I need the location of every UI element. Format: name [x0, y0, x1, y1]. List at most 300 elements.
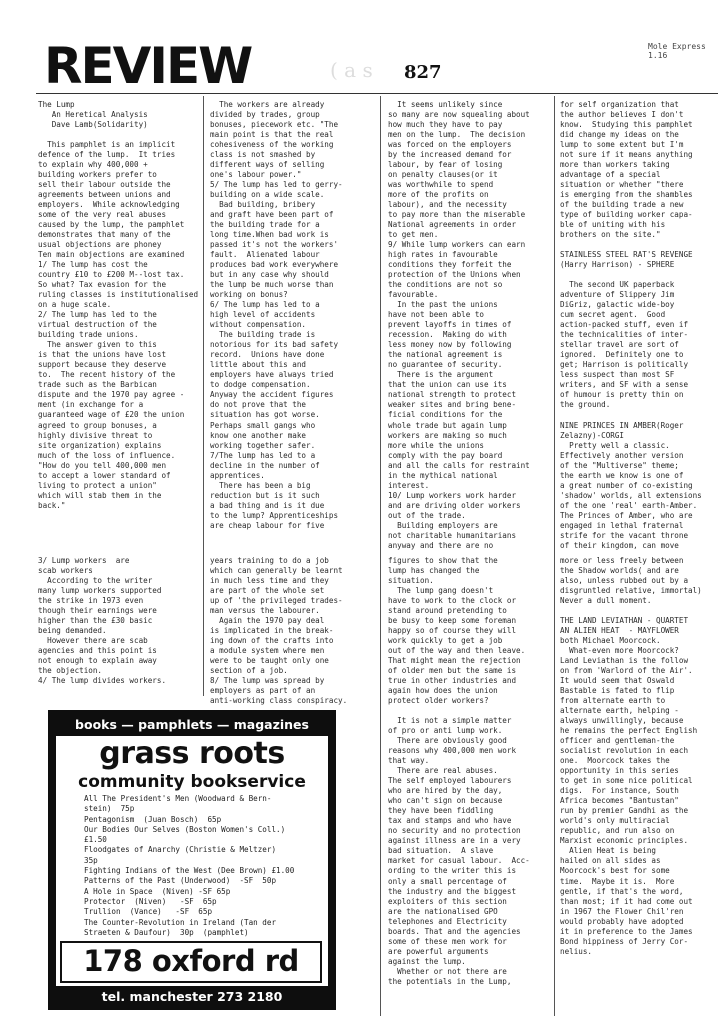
text-line: bad situation. A slave	[388, 846, 494, 856]
text-line: and are driving older workers	[388, 500, 521, 510]
text-line: for self organization that	[560, 100, 679, 109]
text-line: to pay more than the miserable	[388, 210, 526, 220]
text-line: caused by the lump, the pamphlet	[38, 220, 185, 230]
column-4-bottom	[560, 556, 722, 957]
text-line: know one another make	[210, 430, 307, 440]
text-line: usual objections are phoney	[38, 240, 162, 250]
text-line: weaker sites and bring bene-	[388, 400, 517, 410]
text-line: 35p	[84, 855, 98, 865]
text-line: socialist revolution in each	[560, 746, 689, 756]
text-line: to explain why 400,000 +	[38, 160, 148, 170]
text-line	[560, 410, 722, 420]
text-line: have not been able to	[388, 310, 485, 320]
text-line: long time.When bad work is	[210, 230, 329, 240]
text-line: out of the trade.	[388, 510, 466, 520]
text-line: the lump be much worse than	[210, 280, 334, 290]
text-line: is that the unions have lost	[38, 350, 167, 360]
text-line: run by premier Gandhi as the	[560, 806, 689, 816]
text-line: less suspect than most SF	[560, 370, 675, 380]
text-line: a great number of co-existing	[560, 480, 693, 490]
text-line: opportunity in this series	[560, 766, 679, 776]
text-line: lump has changed the	[388, 566, 480, 576]
text-line: STAINLESS STEEL RAT'S REVENGE	[560, 250, 693, 260]
text-line: 3/ Lump workers are	[38, 556, 130, 565]
text-line: conditions they forfeit the	[388, 260, 512, 270]
text-line: back."	[38, 500, 66, 510]
text-line: NINE PRINCES IN AMBER(Roger	[560, 420, 684, 430]
text-line: 5/ The lump has led to gerry-	[210, 180, 343, 190]
text-line: Fighting Indians of the West (Dee Brown) £1.00	[84, 866, 295, 876]
text-line: is emerging from the shambles	[560, 190, 693, 200]
text-line: The self employed labourers	[388, 776, 512, 786]
text-line: Effectively another version	[560, 450, 684, 460]
column-2-top	[210, 100, 370, 531]
text-line: who can't sign on because	[388, 796, 503, 806]
text-line: That might mean the rejection	[388, 656, 521, 666]
text-line: employers as part of an	[210, 686, 316, 696]
text-line: ing down of the crafts into	[210, 636, 334, 646]
text-line: scab workers	[38, 566, 93, 576]
text-line: prevent layoffs in times of	[388, 320, 512, 330]
text-line: anti-working class conspiracy.	[210, 696, 348, 706]
text-line: Ten main objections are examined	[38, 250, 185, 260]
text-line: The Lump	[38, 100, 75, 109]
text-line: recession. Making do with	[388, 330, 507, 340]
text-line: agreed to group bonuses, a	[38, 420, 157, 430]
text-line: DiGriz, galactic wide-boy	[560, 300, 675, 310]
text-line: 7/The lump has led to a	[210, 450, 316, 460]
text-line: have to work to the clock or	[388, 596, 517, 606]
text-line: Whether or not there are	[388, 966, 507, 976]
text-line: true in other industries and	[388, 676, 517, 686]
text-line: world's only multiracial	[560, 816, 670, 826]
text-line: would probably have adopted	[560, 916, 684, 926]
text-line: A Hole in Space (Niven) -SF 65p	[84, 886, 231, 896]
text-line: cohesiveness of the working	[210, 140, 334, 150]
text-line: Anyway the accident figures	[210, 390, 334, 400]
text-line: engaged in lethal fraternal	[560, 520, 684, 530]
text-line: tax and stamps and who have	[388, 816, 512, 826]
text-line: protect older workers?	[388, 696, 489, 706]
text-line: £1.50	[84, 835, 107, 845]
text-line: guaranteed wage of £20 the union	[38, 410, 185, 420]
text-line: situation or whether "there	[560, 180, 684, 190]
text-line: officer and gentleman-the	[560, 736, 675, 746]
text-line: advantage of a special	[560, 170, 661, 180]
text-line: of the "Multiverse" theme;	[560, 460, 679, 470]
text-line: exploiters of this section	[388, 896, 507, 906]
text-line: 2/ The lump has led to the	[38, 310, 157, 320]
text-line: defence of the lump. It tries	[38, 150, 176, 160]
text-line: Bad building, bribery	[210, 200, 316, 210]
text-line: against illness are in a very	[388, 836, 521, 846]
text-line: high rates in favourable	[388, 250, 498, 260]
text-line: apprentices.	[210, 470, 265, 480]
text-line	[560, 270, 722, 280]
text-line: This pamphlet is an implicit	[38, 140, 176, 150]
text-line: the technicalities of inter-	[560, 330, 689, 340]
text-line: There are real abuses.	[388, 766, 498, 776]
faint-stamp: ( a s	[330, 58, 373, 82]
text-line: It is not a simple matter	[388, 716, 512, 726]
masthead-title: REVIEW	[44, 37, 252, 95]
text-line: Africa becomes "Bantustan"	[560, 796, 679, 806]
text-line: both Michael Moorcock.	[560, 636, 661, 646]
text-line: without compensation.	[210, 320, 307, 330]
text-line: different ways of selling	[210, 160, 325, 170]
text-line: are cheap labour for five	[210, 520, 325, 530]
text-line: Perhaps small gangs who	[210, 420, 316, 430]
text-line: The lump gang doesn't	[388, 586, 494, 596]
text-line: were to be taught only one	[210, 656, 329, 666]
text-line: It would seem that Oswald	[560, 676, 675, 686]
text-line: 10/ Lump workers work harder	[388, 490, 517, 500]
text-line: on a huge scale.	[38, 300, 112, 310]
text-line: are part of the whole set	[210, 586, 325, 596]
text-line: a module system where men	[210, 646, 325, 656]
text-line: did change my ideas on the	[560, 130, 679, 140]
text-line: Alien Heat is being	[560, 846, 657, 856]
header-rule	[36, 93, 718, 94]
text-line: not charitable humanitarians	[388, 530, 517, 540]
column-1-top	[38, 100, 198, 511]
text-line: more of the profits on	[388, 190, 489, 200]
text-line: virtual destruction of the	[38, 320, 157, 330]
text-line: labour), and the necessity	[388, 200, 507, 210]
text-line: The Counter-Revolution in Ireland (Tan der	[84, 917, 277, 927]
text-line: on penalty clauses(or it	[388, 170, 498, 180]
text-line: more than workers taking	[560, 160, 670, 170]
text-line: living to protect a union"	[38, 480, 157, 490]
text-line: The Princes of Amber, who are	[560, 510, 693, 520]
text-line: anyway and there are no	[388, 540, 494, 550]
text-line: The second UK paperback	[560, 280, 675, 290]
text-line	[560, 240, 722, 250]
text-line: to get in some nice political	[560, 776, 693, 786]
column-divider-2	[380, 96, 381, 1016]
text-line: Trullion (Vance) -SF 65p	[84, 907, 213, 917]
text-line: There are obviously good	[388, 736, 507, 746]
text-line: are the nationalised GPO	[388, 906, 498, 916]
advert-address: 178 oxford rd	[60, 941, 322, 983]
text-line: know. Studying this pamphlet	[560, 120, 693, 130]
text-line: is implicated in the break-	[210, 626, 334, 636]
text-line: the Shadow worlds( and are	[560, 566, 679, 576]
text-line: ording to the writer this is	[388, 866, 517, 876]
text-line: It seems unlikely since	[388, 100, 503, 109]
text-line: reduction but is it such	[210, 490, 320, 500]
text-line: An Heretical Analysis	[38, 110, 148, 120]
text-line: the author believes I don't	[560, 110, 684, 120]
text-line: demonstrates that many of the	[38, 230, 171, 240]
text-line: stein) 75p	[84, 804, 135, 814]
text-line: always unwillingly, because	[560, 716, 684, 726]
text-line: strife for the vacant throne	[560, 530, 689, 540]
text-line: how much they have to pay	[388, 120, 503, 130]
text-line: also, unless rubbed out by a	[560, 576, 689, 586]
text-line: out of the way and then leave.	[388, 646, 526, 656]
text-line: which will stab them in the	[38, 490, 162, 500]
review-masthead	[44, 37, 252, 95]
text-line: being demanded.	[38, 626, 107, 636]
text-line: up of 'the privileged trades-	[210, 596, 343, 606]
text-line: However there are scab	[38, 636, 148, 646]
text-line	[560, 606, 722, 616]
text-line: alternate earth, helping -	[560, 706, 679, 716]
text-line: 'shadow' worlds, all extensions	[560, 490, 702, 500]
text-line: sell their labour outside the	[38, 180, 171, 190]
text-line: Pentagonism (Juan Bosch) 65p	[84, 814, 222, 824]
text-line: to. The recent history of the	[38, 370, 176, 380]
text-line: one's labour power."	[210, 170, 302, 180]
text-line: no guarantee of security.	[388, 360, 503, 370]
text-line: less money now by following	[388, 340, 512, 350]
text-line: was worthwhile to spend	[388, 180, 494, 190]
advert-subtitle: community bookservice	[78, 772, 306, 792]
text-line: boards. That and the agencies	[388, 926, 521, 936]
text-line: ble of uniting with his	[560, 220, 666, 230]
text-line: Dave Lamb(Solidarity)	[38, 120, 148, 130]
text-line: of the building trade a new	[560, 200, 684, 210]
text-line: passed it's not the workers'	[210, 240, 339, 250]
text-line: 8/ The lump was spread by	[210, 676, 325, 686]
text-line: situation has got worse.	[210, 410, 320, 420]
text-line: main point is that the real	[210, 130, 334, 140]
text-line: of older men but the same is	[388, 666, 517, 676]
text-line: to accept a lower standard of	[38, 470, 171, 480]
text-line: adventure of Slippery Jim	[560, 290, 675, 300]
text-line: fault. Alienated labour	[210, 250, 320, 260]
column-3-top	[388, 100, 552, 551]
text-line: the building trade for a	[210, 220, 320, 230]
advert-panel	[56, 736, 328, 986]
text-line: not enough to explain away	[38, 656, 157, 666]
text-line: comply with the pay board	[388, 450, 503, 460]
issue-label: Mole Express 1.16	[648, 42, 706, 60]
text-line: some of the very real abuses	[38, 210, 167, 220]
text-line: and all the calls for restraint	[388, 460, 530, 470]
text-line: Marxist economic principles.	[560, 836, 689, 846]
text-line: Bastable is fated to flip	[560, 686, 675, 696]
text-line: writers, and SF with a sense	[560, 380, 689, 390]
text-line: more or less freely between	[560, 556, 684, 565]
text-line: the national agreement is	[388, 350, 503, 360]
text-line: not sure if it means anything	[560, 150, 693, 160]
text-line: the earth we know is one of	[560, 470, 684, 480]
text-line: of the one 'real' earth-Amber.	[560, 500, 698, 510]
text-line: the industry and the biggest	[388, 886, 517, 896]
text-line: to dodge compensation.	[210, 380, 311, 390]
text-line: country £10 to £200 M--lost tax.	[38, 270, 185, 280]
text-line: Building employers are	[388, 520, 498, 530]
text-line: Again the 1970 pay deal	[210, 616, 325, 626]
text-line: by the increased demand for	[388, 150, 512, 160]
text-line: National agreements in order	[388, 220, 517, 230]
text-line: action-packed stuff, even if	[560, 320, 689, 330]
text-line: class is not smashed by	[210, 150, 316, 160]
text-line: they have been fiddling	[388, 806, 494, 816]
text-line: that the union can use its	[388, 380, 507, 390]
text-line: the ground.	[560, 400, 611, 410]
text-line: employers. While acknowledging	[38, 200, 180, 210]
text-line: Straeten & Daufour) 30p (pamphlet)	[84, 927, 249, 937]
text-line: happy so of course they will	[388, 626, 517, 636]
text-line: higher than the £30 basic	[38, 616, 153, 626]
text-line: disgruntled relative, immortal)	[560, 586, 702, 596]
text-line: reasons why 400,000 men work	[388, 746, 517, 756]
text-line: ment (in exchange for a	[38, 400, 144, 410]
text-line: republic, and run also on	[560, 826, 675, 836]
text-line: and graft have been part of	[210, 210, 334, 220]
text-line: The answer given to this	[38, 340, 157, 350]
text-line: working together safer.	[210, 440, 316, 450]
text-line: one. Moorcock takes the	[560, 756, 670, 766]
text-line: building workers prefer to	[38, 170, 157, 180]
text-line: years training to do a job	[210, 556, 329, 565]
text-line: site organization) explains	[38, 440, 162, 450]
text-line: decline in the number of	[210, 460, 320, 470]
text-line: So what? Tax evasion for the	[38, 280, 167, 290]
text-line: situation.	[388, 576, 434, 586]
text-line: to the lump? Apprenticeships	[210, 510, 339, 520]
text-line: Never a dull moment.	[560, 596, 652, 606]
text-line: bonuses, piecework etc. "The	[210, 120, 339, 130]
text-line: which can generally be learnt	[210, 566, 343, 576]
column-3-bottom	[388, 556, 552, 987]
text-line: Moorcock's best for some	[560, 866, 670, 876]
text-line: Land Leviathan is the follow	[560, 656, 689, 666]
text-line: be busy to keep some foreman	[388, 616, 517, 626]
text-line: so many are now squealing about	[388, 110, 530, 120]
text-line: highly divisive threat to	[38, 430, 153, 440]
text-line: whole trade but again lump	[388, 420, 507, 430]
advert-banner: books — pamphlets — magazines	[75, 717, 309, 732]
text-line: favourable.	[388, 290, 439, 300]
text-line: type of building worker capa-	[560, 210, 693, 220]
text-line: agreements between unions and	[38, 190, 171, 200]
text-line: time. Maybe it is. More	[560, 876, 675, 886]
text-line: again how does the union	[388, 686, 498, 696]
text-line: ficial conditions for the	[388, 410, 503, 420]
text-line: employers have always tried	[210, 370, 334, 380]
text-line: The workers are already	[210, 100, 325, 109]
text-line: national strength to protect	[388, 390, 517, 400]
text-line: building on a wide scale.	[210, 190, 325, 200]
text-line: on from 'Warlord of the Air'.	[560, 666, 693, 676]
text-line: notorious for its bad safety	[210, 340, 339, 350]
text-line: (Harry Harrison) - SPHERE	[560, 260, 675, 270]
text-line	[38, 130, 198, 140]
text-line: section of a job.	[210, 666, 288, 676]
text-line: interest.	[388, 480, 430, 490]
text-line: who are hired by the day,	[388, 786, 503, 796]
text-line: Our Bodies Our Selves (Boston Women's Coll.)	[84, 824, 286, 834]
grass-roots-advert	[48, 710, 336, 1010]
text-line: Zelazny)-CORGI	[560, 430, 625, 440]
text-line: many lump workers supported	[38, 586, 162, 596]
text-line: Bond hippiness of Jerry Cor-	[560, 936, 689, 946]
text-line: There is the argument	[388, 370, 494, 380]
text-line: in much less time and they	[210, 576, 329, 586]
text-line: telephones and Electricity	[388, 916, 507, 926]
text-line: Protector (Niven) -SF 65p	[84, 896, 217, 906]
column-1-bottom	[38, 556, 198, 686]
column-4-top	[560, 100, 722, 551]
text-line: a bad thing and is it due	[210, 500, 325, 510]
text-line: the strike in 1973 even	[38, 596, 144, 606]
text-line: little about this and	[210, 360, 307, 370]
text-line: it in preference to the James	[560, 926, 693, 936]
text-line: market for casual labour. Acc-	[388, 856, 530, 866]
advert-title: grass roots	[99, 736, 285, 771]
text-line: from alternate earth to	[560, 696, 666, 706]
text-line: 4/ The lump divides workers.	[38, 676, 167, 686]
text-line: working on bonus?	[210, 290, 288, 300]
text-line: men on the lump. The decision	[388, 130, 526, 140]
text-line: get; Harrison is politically	[560, 360, 689, 370]
text-line	[388, 706, 552, 716]
text-line: agencies and this point is	[38, 646, 157, 656]
text-line: support because they deserve	[38, 360, 167, 370]
text-line: THE LAND LEVIATHAN - QUARTET	[560, 616, 689, 626]
text-line: are powerful arguments	[388, 946, 489, 956]
text-line: labour, by fear of losing	[388, 160, 503, 170]
text-line: According to the writer	[38, 576, 153, 586]
text-line: The building trade is	[210, 330, 316, 340]
text-line: than most; if it had come out	[560, 896, 693, 906]
text-line: nelius.	[560, 946, 593, 956]
text-line: ruling classes is institutionalised	[38, 290, 199, 300]
text-line: of humour is pretty thin on	[560, 390, 684, 400]
text-line: gentle, if that's the word,	[560, 886, 684, 896]
text-line: digs. For instance, South	[560, 786, 679, 796]
column-divider-3	[554, 96, 555, 1016]
text-line: All The President's Men (Woodward & Bern-	[84, 794, 272, 803]
text-line: AN ALIEN HEAT - MAYFLOWER	[560, 626, 679, 636]
text-line: more while the unions	[388, 440, 485, 450]
text-line: the potentials in the Lump,	[388, 976, 512, 986]
page-number: 827	[404, 62, 442, 83]
text-line: high level of accidents	[210, 310, 316, 320]
text-line: much of the loss of influence.	[38, 450, 176, 460]
text-line: was forced on the employers	[388, 140, 512, 150]
text-line: stand around pretending to	[388, 606, 507, 616]
text-line: he remains the perfect English	[560, 726, 698, 736]
text-line: ignored. Definitely one to	[560, 350, 684, 360]
column-divider-1	[203, 96, 204, 696]
text-line: Pretty well a classic.	[560, 440, 670, 450]
text-line: the conditions are not so	[388, 280, 503, 290]
text-line: that way.	[388, 756, 430, 766]
text-line: to get men.	[388, 230, 439, 240]
text-line: do not prove that the	[210, 400, 307, 410]
text-line: in the mythical national	[388, 470, 498, 480]
text-line: "How do you tell 400,000 men	[38, 460, 167, 470]
text-line: trade such as the Barbican	[38, 380, 157, 390]
text-line: of their kingdom, can move	[560, 540, 679, 550]
text-line: What-even more Moorcock?	[560, 646, 679, 656]
text-line: building trade unions.	[38, 330, 139, 340]
text-line: lump to some extent but I'm	[560, 140, 684, 150]
text-line: cum secret agent. Good	[560, 310, 666, 320]
advert-book-list	[84, 794, 294, 938]
text-line: only a small percentage of	[388, 876, 507, 886]
text-line: workers are making so much	[388, 430, 507, 440]
text-line: Floodgates of Anarchy (Christie & Meltzer)	[84, 845, 277, 855]
column-2-bottom	[210, 556, 370, 706]
text-line: of pro or anti lump work.	[388, 726, 503, 736]
advert-telephone: tel. manchester 273 2180	[101, 989, 283, 1004]
